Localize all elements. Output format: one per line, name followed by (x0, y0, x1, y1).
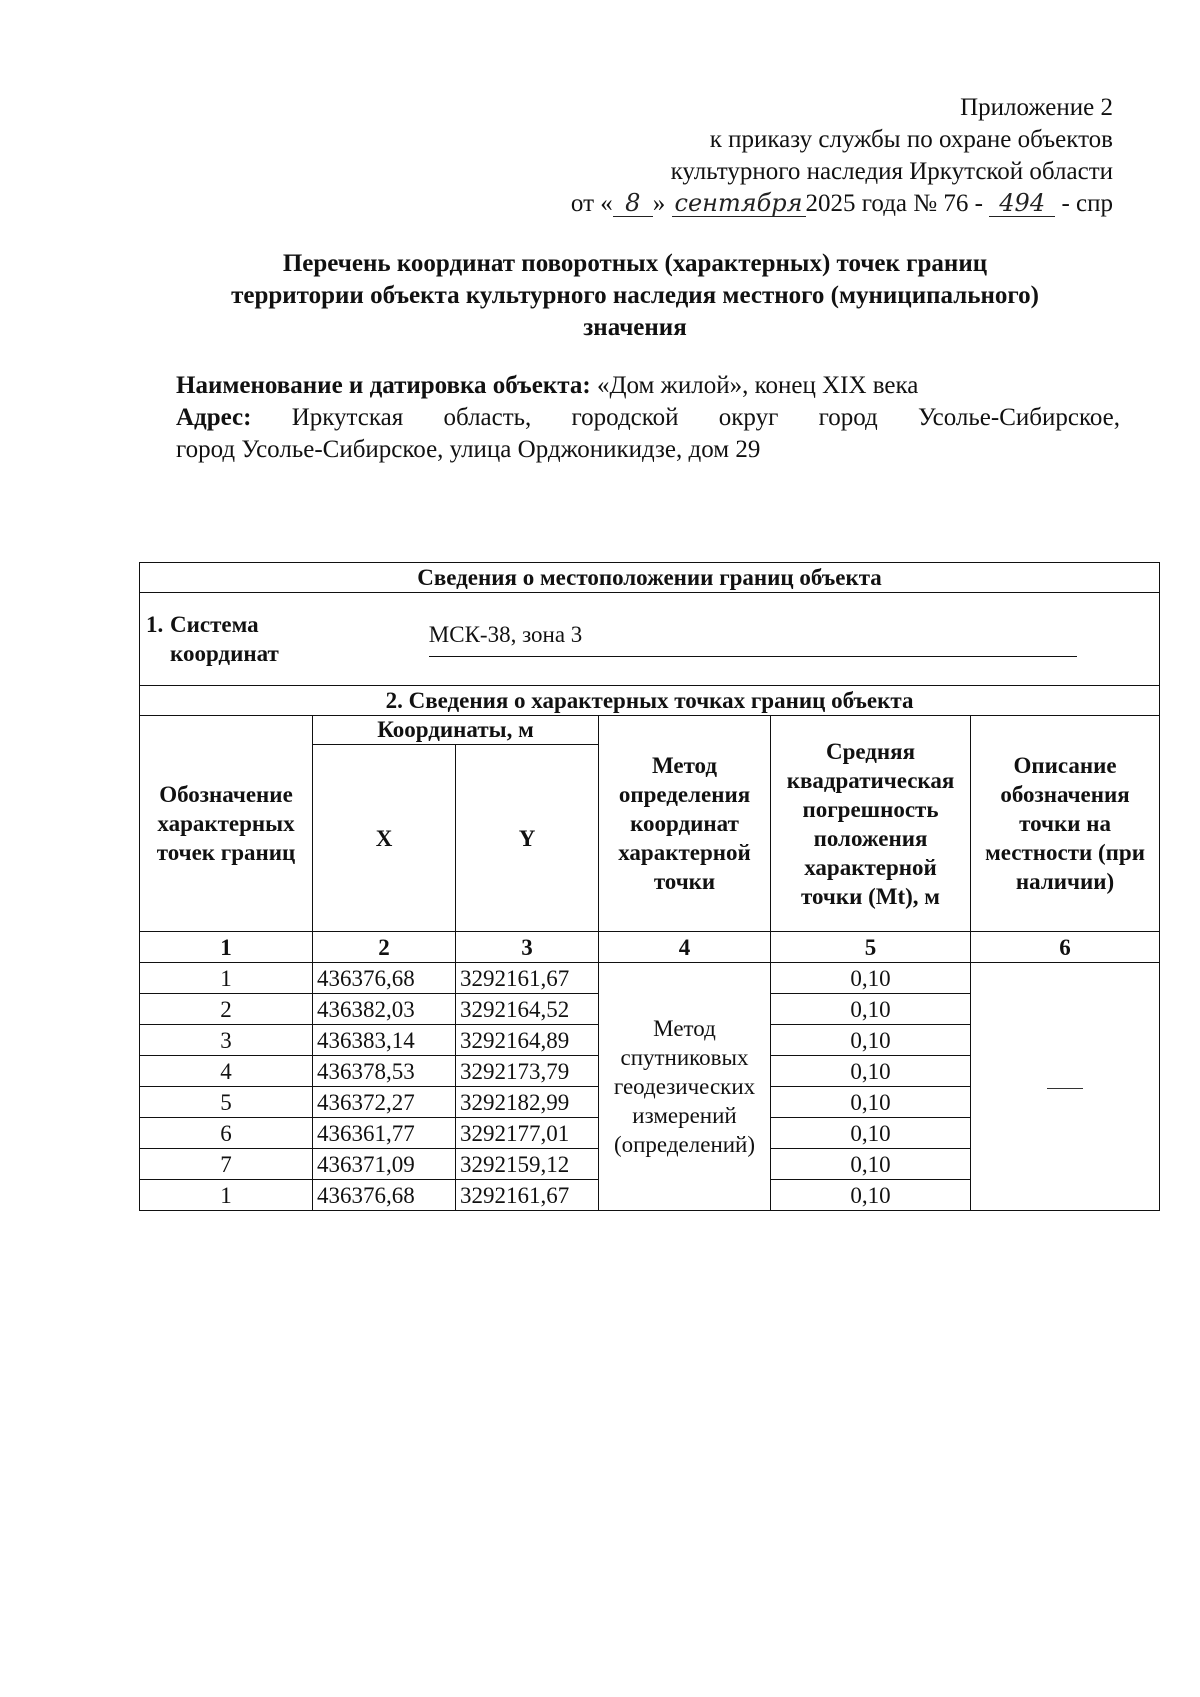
cell-y: 3292159,12 (456, 1149, 599, 1180)
order-line-2: культурного наследия Иркутской области (670, 158, 1113, 185)
appendix-label: Приложение 2 (960, 94, 1113, 121)
column-number: 3 (456, 932, 599, 963)
address-label: Адрес: (176, 404, 252, 431)
cell-mt: 0,10 (771, 994, 971, 1025)
header-y: Y (456, 745, 599, 932)
cell-point: 5 (140, 1087, 313, 1118)
page-title (140, 248, 1130, 344)
date-mid: » (652, 190, 666, 217)
system-number: 1. (146, 612, 164, 637)
header-coords: Координаты, м (313, 716, 599, 745)
cell-point: 1 (140, 963, 313, 994)
cell-point: 3 (140, 1025, 313, 1056)
title-line-1: Перечень координат поворотных (характерных) точек границ (282, 250, 988, 277)
cell-mt: 0,10 (771, 1118, 971, 1149)
cell-y: 3292177,01 (456, 1118, 599, 1149)
order-line-1: к приказу службы по охране объектов (709, 126, 1113, 153)
object-info (176, 370, 1120, 466)
cell-point: 1 (140, 1180, 313, 1211)
cell-mt: 0,10 (771, 1087, 971, 1118)
system-value: МСК-38, зона 3 (429, 610, 1077, 657)
cell-point: 2 (140, 994, 313, 1025)
column-number: 6 (971, 932, 1160, 963)
section1-title: Сведения о местоположении границ объекта (140, 563, 1160, 593)
cell-point: 6 (140, 1118, 313, 1149)
system-label (170, 610, 279, 668)
object-name-value: «Дом жилой», конец XIX века (596, 372, 919, 399)
column-number: 1 (140, 932, 313, 963)
dash-mark (1047, 1088, 1083, 1089)
cell-x: 436371,09 (313, 1149, 456, 1180)
cell-y: 3292173,79 (456, 1056, 599, 1087)
handwritten-order-number: 494 (989, 190, 1055, 217)
order-suffix: - спр (1061, 190, 1113, 217)
title-line-2: территории объекта культурного наследия местного (муниципального) (231, 282, 1039, 309)
cell-x: 436372,27 (313, 1087, 456, 1118)
cell-mt: 0,10 (771, 1025, 971, 1056)
cell-mt: 0,10 (771, 1056, 971, 1087)
order-date-line (571, 188, 1113, 220)
coordinates-table (139, 562, 1160, 1211)
object-name-label: Наименование и датировка объекта: (176, 372, 591, 399)
cell-mt: 0,10 (771, 1149, 971, 1180)
address-value-1: Иркутская область, городской округ город Усолье-Сибирское, (291, 404, 1120, 431)
header-error: Средняя квадратическая погрешность положения характерной точки (Mt), м (771, 716, 971, 932)
cell-x: 436376,68 (313, 1180, 456, 1211)
header-method: Метод определения координат характерной точки (599, 716, 771, 932)
column-number: 2 (313, 932, 456, 963)
header-x: X (313, 745, 456, 932)
address-line-1 (176, 402, 1120, 434)
date-prefix: от « (570, 190, 613, 217)
handwritten-month: сентября (672, 190, 806, 217)
cell-x: 436378,53 (313, 1056, 456, 1087)
cell-mt: 0,10 (771, 1180, 971, 1211)
handwritten-day: 8 (613, 190, 653, 217)
address-line-2: город Усолье-Сибирское, улица Орджоникидзе, дом 29 (176, 436, 761, 463)
cell-x: 436383,14 (313, 1025, 456, 1056)
cell-point: 7 (140, 1149, 313, 1180)
header-point: Обозначение характерных точек границ (140, 716, 313, 932)
cell-x: 436361,77 (313, 1118, 456, 1149)
title-line-3: значения (583, 314, 687, 341)
column-number: 4 (599, 932, 771, 963)
coordinate-system-cell (140, 593, 1160, 686)
object-name-line (176, 370, 1120, 402)
cell-y: 3292161,67 (456, 1180, 599, 1211)
header-description: Описание обозначения точки на местности (при наличии) (971, 716, 1160, 932)
cell-y: 3292164,89 (456, 1025, 599, 1056)
year-text: 2025 года № 76 - (805, 190, 983, 217)
cell-y: 3292182,99 (456, 1087, 599, 1118)
cell-mt: 0,10 (771, 963, 971, 994)
appendix-header (571, 92, 1113, 220)
cell-description (971, 963, 1160, 1211)
column-number: 5 (771, 932, 971, 963)
cell-y: 3292161,67 (456, 963, 599, 994)
system-label-1: Система (170, 612, 259, 637)
cell-point: 4 (140, 1056, 313, 1087)
cell-x: 436382,03 (313, 994, 456, 1025)
section2-title: 2. Сведения о характерных точках границ объекта (140, 686, 1160, 716)
cell-x: 436376,68 (313, 963, 456, 994)
cell-method: Метод спутниковых геодезических измерений (определений) (599, 963, 771, 1211)
system-label-2: координат (170, 641, 279, 666)
cell-y: 3292164,52 (456, 994, 599, 1025)
table-row (140, 963, 1160, 994)
